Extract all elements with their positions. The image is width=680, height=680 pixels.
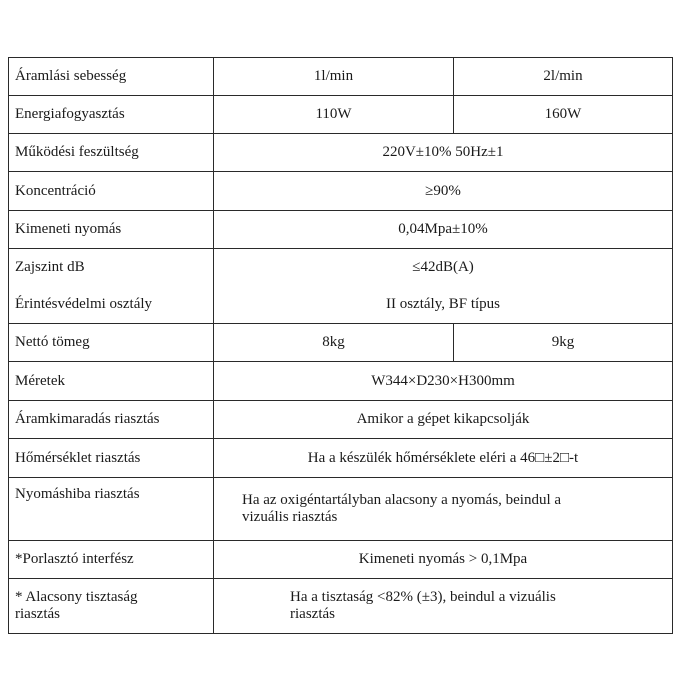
row-value-1: 1l/min — [214, 58, 454, 96]
row-label: Működési feszültség — [9, 134, 214, 172]
row-value-line: vizuális riasztás — [242, 509, 338, 525]
table-row — [9, 401, 673, 439]
table-row — [9, 324, 673, 362]
row-label: Koncentráció — [9, 172, 214, 211]
row-label — [9, 579, 214, 634]
row-value: 220V±10% 50Hz±1 — [214, 134, 673, 172]
table-row — [9, 362, 673, 401]
table-row — [9, 439, 673, 478]
row-value: Amikor a gépet kikapcsolják — [214, 401, 673, 439]
row-value: W344×D230×H300mm — [214, 362, 673, 401]
row-value-stack — [214, 249, 673, 324]
row-value-line: Ha az oxigéntartályban alacsony a nyomás, beindul a — [242, 492, 562, 508]
table-row — [9, 211, 673, 249]
row-label: Áramlási sebesség — [9, 58, 214, 96]
table-row — [9, 58, 673, 96]
row-value: II osztály, BF típus — [385, 296, 501, 312]
table-row — [9, 478, 673, 541]
row-label: Méretek — [9, 362, 214, 401]
row-label: Érintésvédelmi osztály — [15, 296, 153, 312]
specifications-table — [8, 57, 673, 634]
row-label: Nettó tömeg — [9, 324, 214, 362]
row-label: Áramkimaradás riasztás — [9, 401, 214, 439]
row-value: ≥90% — [214, 172, 673, 211]
row-value: Ha a készülék hőmérséklete eléri a 46□±2□-t — [214, 439, 673, 478]
row-label: Kimeneti nyomás — [9, 211, 214, 249]
table-row — [9, 96, 673, 134]
row-label: Energiafogyasztás — [9, 96, 214, 134]
row-label: Hőmérséklet riasztás — [9, 439, 214, 478]
row-value: 0,04Mpa±10% — [214, 211, 673, 249]
row-label-line: riasztás — [15, 606, 60, 622]
row-label-line: * Alacsony tisztaság — [15, 589, 138, 605]
row-value-2: 160W — [454, 96, 673, 134]
row-value-2: 2l/min — [454, 58, 673, 96]
table-row — [9, 172, 673, 211]
row-value-line: Ha a tisztaság <82% (±3), beindul a vizuális — [290, 589, 556, 605]
table-row — [9, 134, 673, 172]
row-label: *Porlasztó interfész — [9, 541, 214, 579]
row-value-1: 110W — [214, 96, 454, 134]
table-row — [9, 541, 673, 579]
row-value — [214, 478, 673, 541]
row-value-2: 9kg — [454, 324, 673, 362]
table-row — [9, 579, 673, 634]
row-label: Nyomáshiba riasztás — [9, 478, 214, 541]
row-value: ≤42dB(A) — [412, 259, 474, 275]
row-label-stack — [9, 249, 214, 324]
row-value — [214, 579, 673, 634]
table-row-merged — [9, 249, 673, 324]
row-value-1: 8kg — [214, 324, 454, 362]
row-value: Kimeneti nyomás > 0,1Mpa — [214, 541, 673, 579]
row-label: Zajszint dB — [15, 259, 85, 275]
row-value-line: riasztás — [290, 606, 335, 622]
